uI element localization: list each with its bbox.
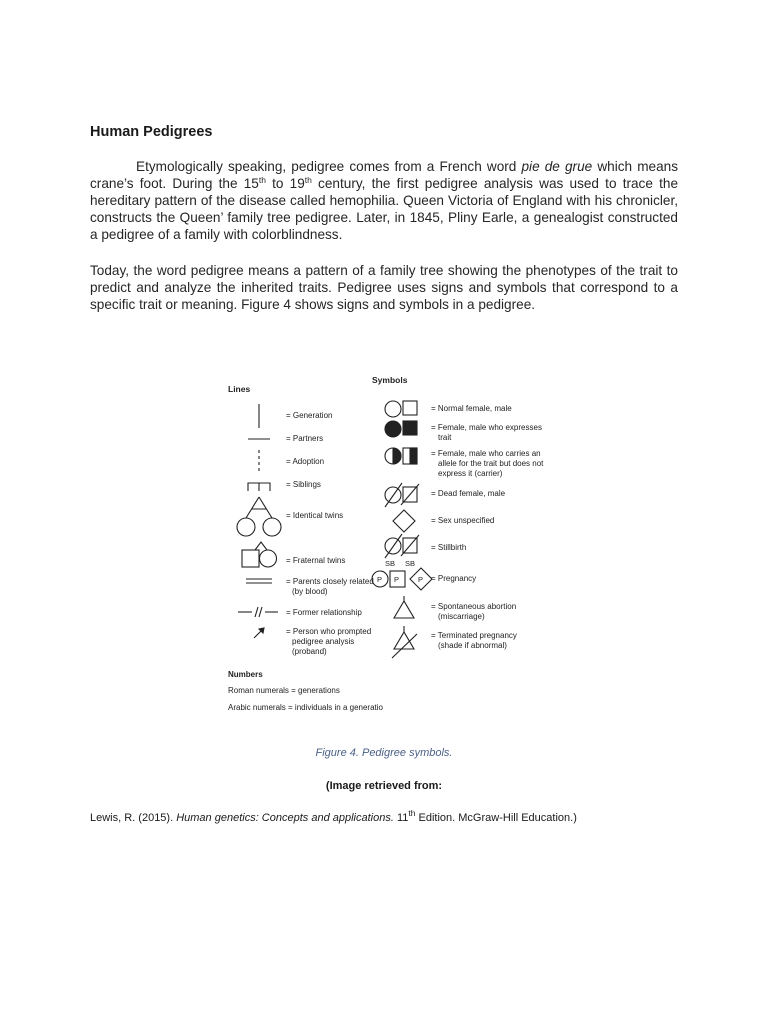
label-parents-related-2: (by blood) (292, 587, 328, 596)
numbers-heading: Numbers (228, 670, 263, 679)
citation-rest: Edition. McGraw-Hill Education.) (415, 812, 577, 824)
label-terminated-2: (shade if abnormal) (438, 641, 507, 650)
label-identical-twins: = Identical twins (286, 511, 344, 520)
stillbirth-sb-female: SB (385, 559, 396, 568)
label-abortion-1: = Spontaneous abortion (431, 602, 517, 611)
p1-text-2: which means crane’s foot. During the 15 (90, 159, 678, 191)
paragraph-etymology (90, 158, 678, 243)
label-arabic-numerals: Arabic numerals = individuals in a generatio (228, 703, 383, 712)
stillbirth-sb-male: SB (405, 559, 416, 568)
label-parents-related-1: = Parents closely related (286, 577, 374, 586)
label-adoption: = Adoption (286, 457, 325, 466)
normal-female-male-icon (385, 401, 417, 417)
label-dead: = Dead female, male (431, 489, 506, 498)
identical-twins-icon (237, 497, 281, 536)
label-proband-2: pedigree analysis (292, 637, 355, 646)
label-stillbirth: = Stillbirth (431, 543, 467, 552)
label-expresses-2: trait (438, 433, 452, 442)
label-roman-numerals: Roman numerals = generations (228, 686, 340, 695)
citation-author: Lewis, R. (2015). (90, 812, 177, 824)
pregnancy-p-male: P (394, 575, 400, 584)
label-abortion-2: (miscarriage) (438, 612, 485, 621)
label-partners: = Partners (286, 434, 324, 443)
label-former-relationship: = Former relationship (286, 608, 362, 617)
former-relationship-icon (238, 607, 278, 617)
dead-female-male-icon (385, 483, 419, 507)
pregnancy-p-female: P (377, 575, 383, 584)
siblings-line-icon (248, 483, 270, 491)
sex-unspecified-icon (393, 510, 415, 532)
label-carrier-1: = Female, male who carries an (431, 449, 541, 458)
section-heading: Human Pedigrees (90, 124, 213, 140)
pedigree-symbols-figure (222, 370, 552, 720)
terminated-pregnancy-icon (392, 626, 417, 658)
p1-sup-1: th (258, 175, 266, 185)
p1-text-3: to 19 (265, 176, 305, 191)
label-sex-unspecified: = Sex unspecified (431, 516, 495, 525)
citation-edition-sup: th (408, 808, 416, 818)
affected-female-male-icon (385, 421, 417, 437)
pregnancy-p-unspecified: P (418, 575, 424, 584)
symbols-heading: Symbols (372, 375, 408, 385)
label-pregnancy: = Pregnancy (431, 574, 477, 583)
reference-citation (90, 808, 577, 824)
citation-edition-num: 11 (393, 812, 409, 824)
stillbirth-icon (385, 534, 419, 558)
image-source-note: (Image retrieved from: (325, 780, 443, 792)
carrier-female-male-icon (385, 448, 417, 464)
figure-caption: Figure 4. Pedigree symbols. (315, 747, 453, 759)
label-terminated-1: = Terminated pregnancy (431, 631, 517, 640)
p1-text-1: Etymologically speaking, pedigree comes from a French word (136, 159, 522, 174)
label-carrier-2: allele for the trait but does not (438, 459, 544, 468)
label-expresses-1: = Female, male who expresses (431, 423, 542, 432)
p1-sup-2: th (304, 175, 312, 185)
parents-related-icon (246, 579, 272, 583)
citation-title: Human genetics: Concepts and applications. (176, 812, 394, 824)
label-proband-3: (proband) (292, 647, 327, 656)
lines-heading: Lines (228, 384, 251, 394)
label-carrier-3: express it (carrier) (438, 469, 503, 478)
label-siblings: = Siblings (286, 480, 321, 489)
proband-arrow-icon (254, 628, 264, 638)
label-fraternal-twins: = Fraternal twins (286, 556, 346, 565)
label-normal: = Normal female, male (431, 404, 512, 413)
label-proband-1: = Person who prompted (286, 627, 372, 636)
label-generation: = Generation (286, 411, 333, 420)
spontaneous-abortion-icon (394, 596, 414, 618)
fraternal-twins-icon (242, 542, 277, 567)
p1-text-4: century, the first pedigree analysis was used to trace the hereditary pattern of the disease called hemophilia. Queen Victoria of England with his chronicler, constructs the Queen’ family tree pedigree. Later, in 1845, Pliny Earle, a genealogist constructed a pedigree of a family with colorblindness. (90, 176, 679, 242)
paragraph-today: Today, the word pedigree means a pattern of a family tree showing the phenotypes of the trait to predict and analyze the inherited traits. Pedigree uses signs and symbols that correspond to a specific trait or meaning. Figure 4 shows signs and symbols in a pedigree. (90, 263, 678, 312)
p1-italic-term: pie de grue (521, 159, 593, 174)
